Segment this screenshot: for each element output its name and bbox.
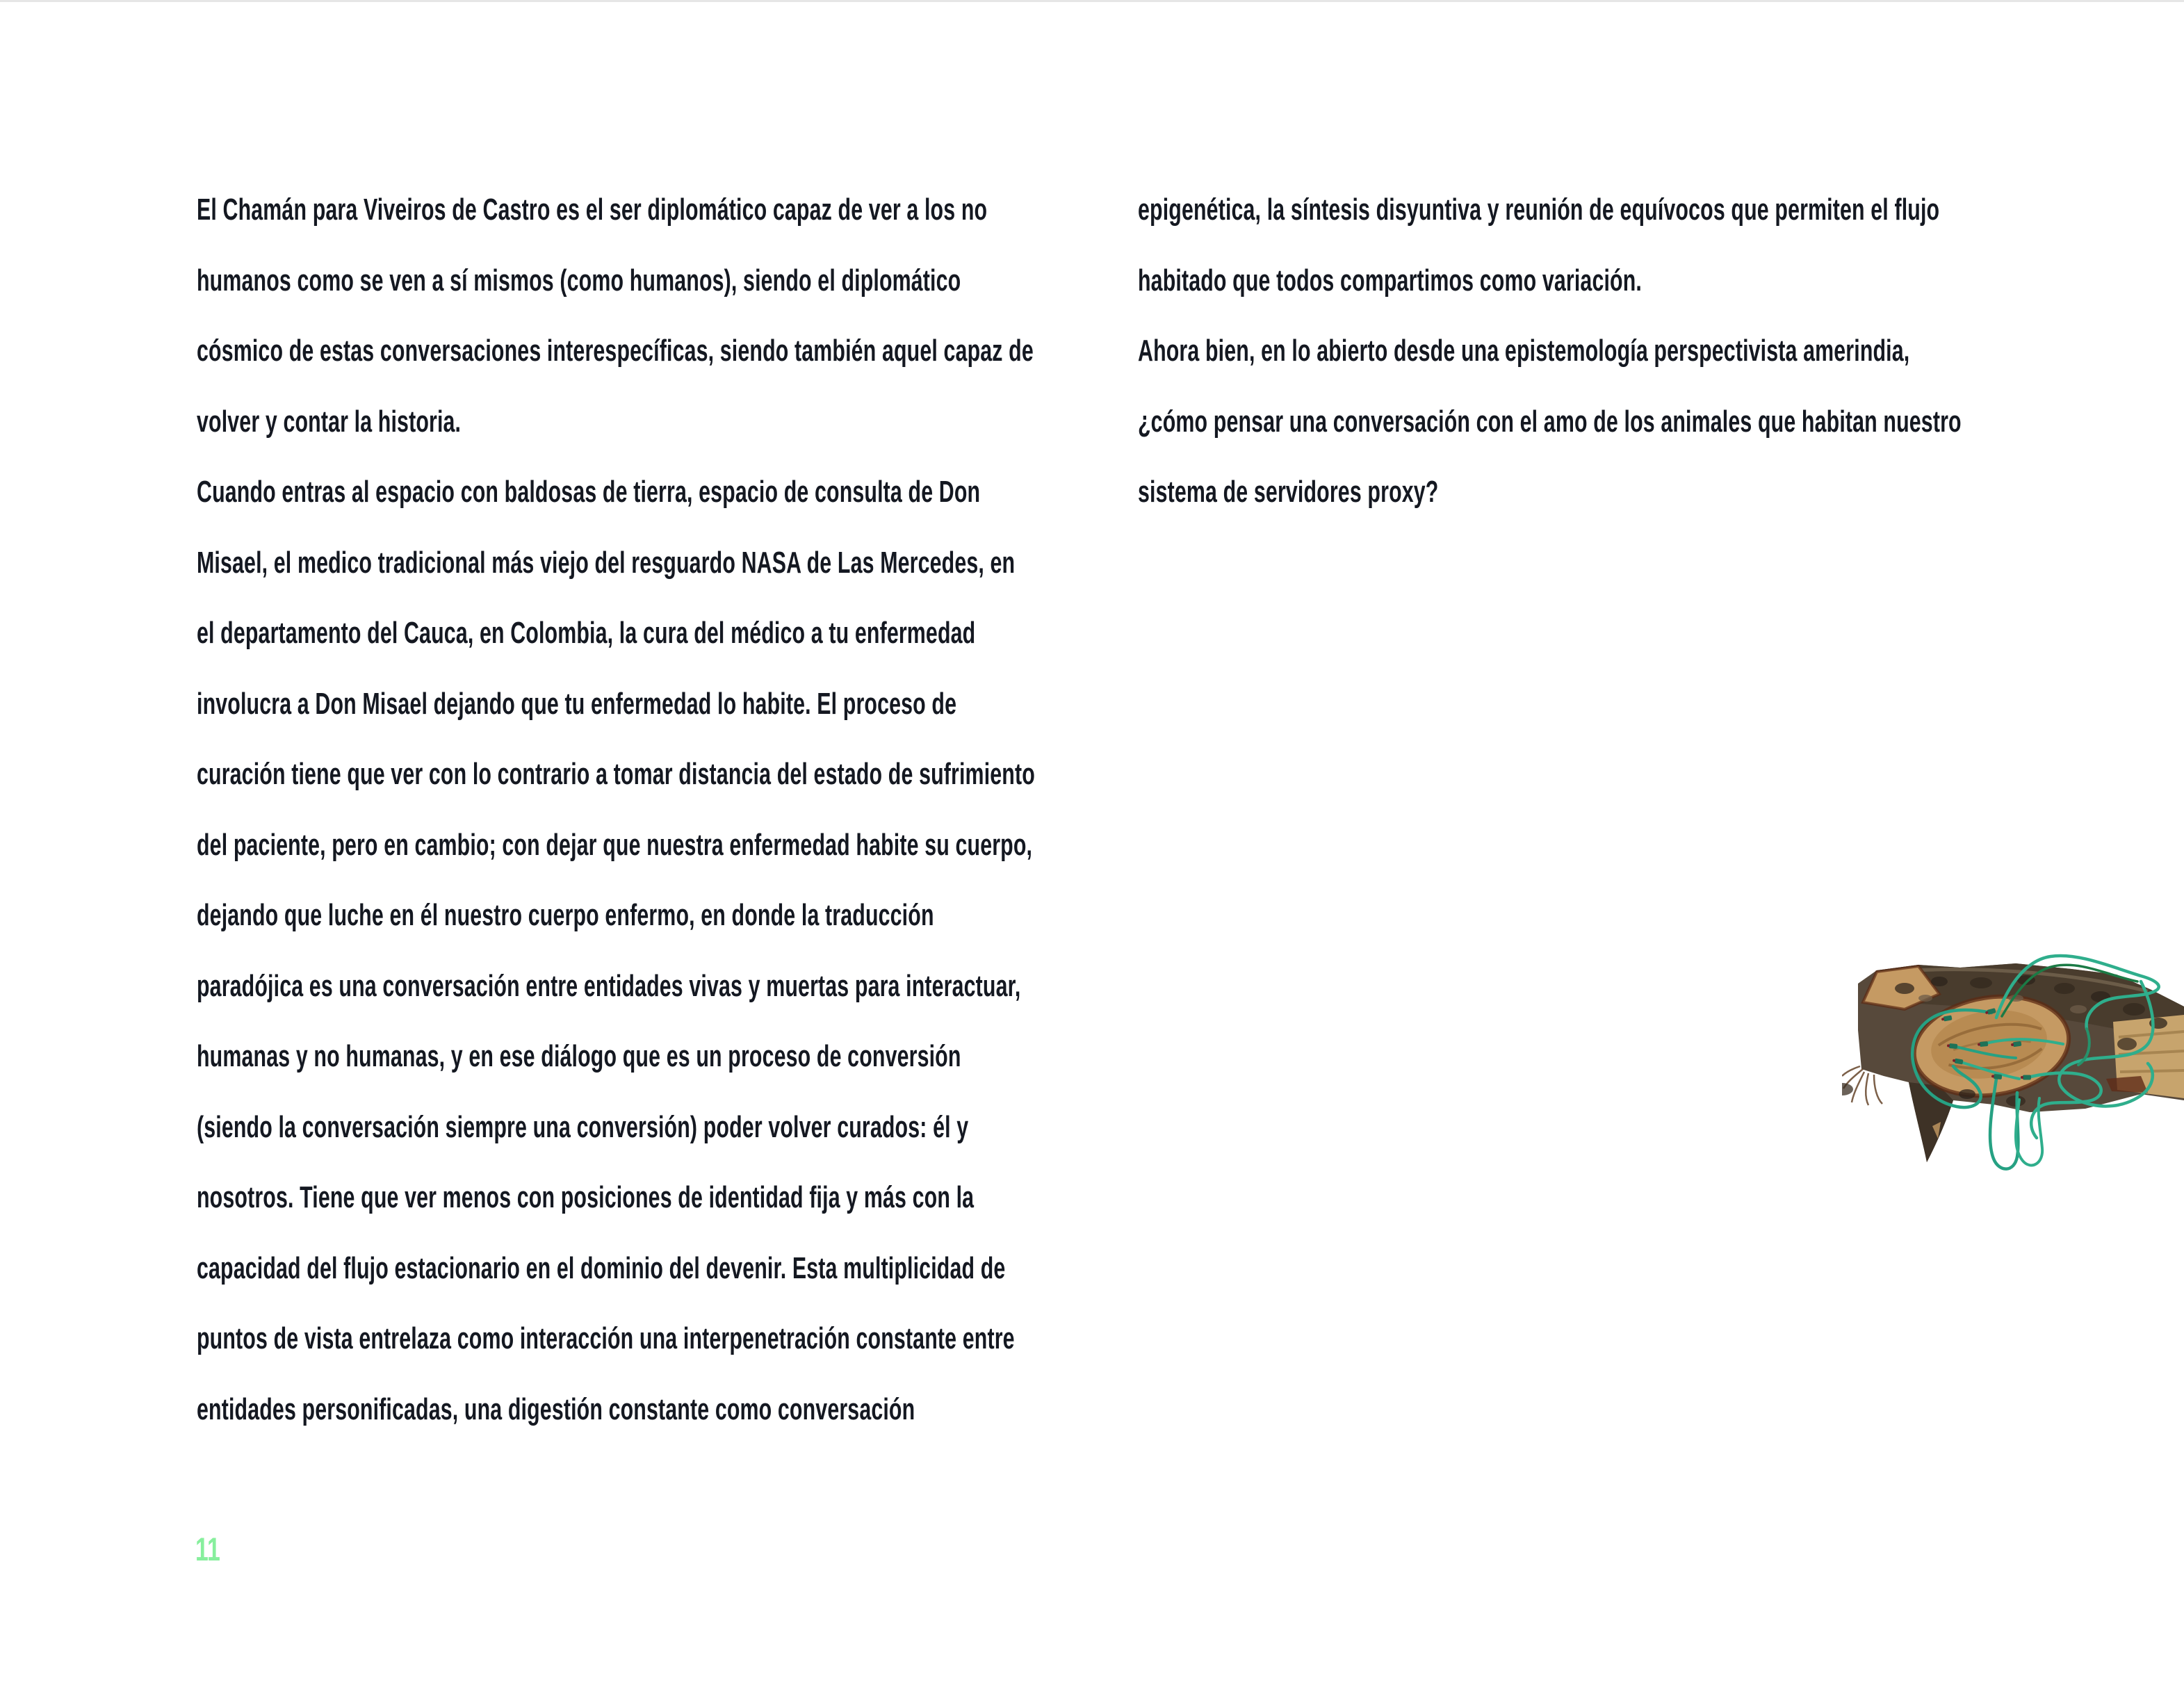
text-line: epigenética, la síntesis disyuntiva y reunión de equívocos que permiten el flujo — [1138, 193, 1940, 227]
text-line: nosotros. Tiene que ver menos con posiciones de identidad fija y más con la — [197, 1180, 975, 1214]
right-text-column — [1138, 193, 2035, 546]
text-line: humanas y no humanas, y en ese diálogo que es un proceso de conversión — [197, 1039, 961, 1073]
text-line: paradójica es una conversación entre entidades vivas y muertas para interactuar, — [197, 968, 1021, 1003]
text-line: (siendo la conversación siempre una conversión) poder volver curados: él y — [197, 1109, 969, 1144]
text-line: El Chamán para Viveiros de Castro es el ser diplomático capaz de ver a los no — [197, 193, 988, 227]
left-text-column — [197, 193, 1093, 1463]
text-line: Ahora bien, en lo abierto desde una epistemología perspectivista amerindia, — [1138, 334, 1910, 368]
text-line: el departamento del Cauca, en Colombia, la cura del médico a tu enfermedad — [197, 616, 976, 650]
text-line: ¿cómo pensar una conversación con el amo de los animales que habitan nuestro — [1138, 404, 1962, 439]
text-line: puntos de vista entrelaza como interacción una interpenetración constante entre — [197, 1321, 1015, 1355]
page-top-border — [0, 0, 2184, 2]
text-line: involucra a Don Misael dejando que tu enfermedad lo habite. El proceso de — [197, 686, 957, 721]
text-line: del paciente, pero en cambio; con dejar que nuestra enfermedad habite su cuerpo, — [197, 827, 1033, 862]
text-line: habitado que todos compartimos como variación. — [1138, 263, 1642, 298]
text-line: entidades personificadas, una digestión constante como conversación — [197, 1392, 915, 1426]
text-line: curación tiene que ver con lo contrario a tomar distancia del estado de sufrimiento — [197, 757, 1035, 791]
text-line: Misael, el medico tradicional más viejo del resguardo NASA de Las Mercedes, en — [197, 545, 1016, 580]
text-line: dejando que luche en él nuestro cuerpo enfermo, en donde la traducción — [197, 898, 934, 932]
text-line: cósmico de estas conversaciones interespecíficas, siendo también aquel capaz de — [197, 334, 1034, 368]
text-line: volver y contar la historia. — [197, 404, 462, 439]
page-number: 11 — [195, 1531, 220, 1567]
text-line: Cuando entras al espacio con baldosas de tierra, espacio de consulta de Don — [197, 475, 981, 509]
text-line: sistema de servidores proxy? — [1138, 475, 1439, 509]
branch-with-cables-image — [1842, 940, 2184, 1180]
text-line: capacidad del flujo estacionario en el dominio del devenir. Esta multiplicidad de — [197, 1250, 1006, 1285]
text-line: humanos como se ven a sí mismos (como humanos), siendo el diplomático — [197, 263, 961, 298]
